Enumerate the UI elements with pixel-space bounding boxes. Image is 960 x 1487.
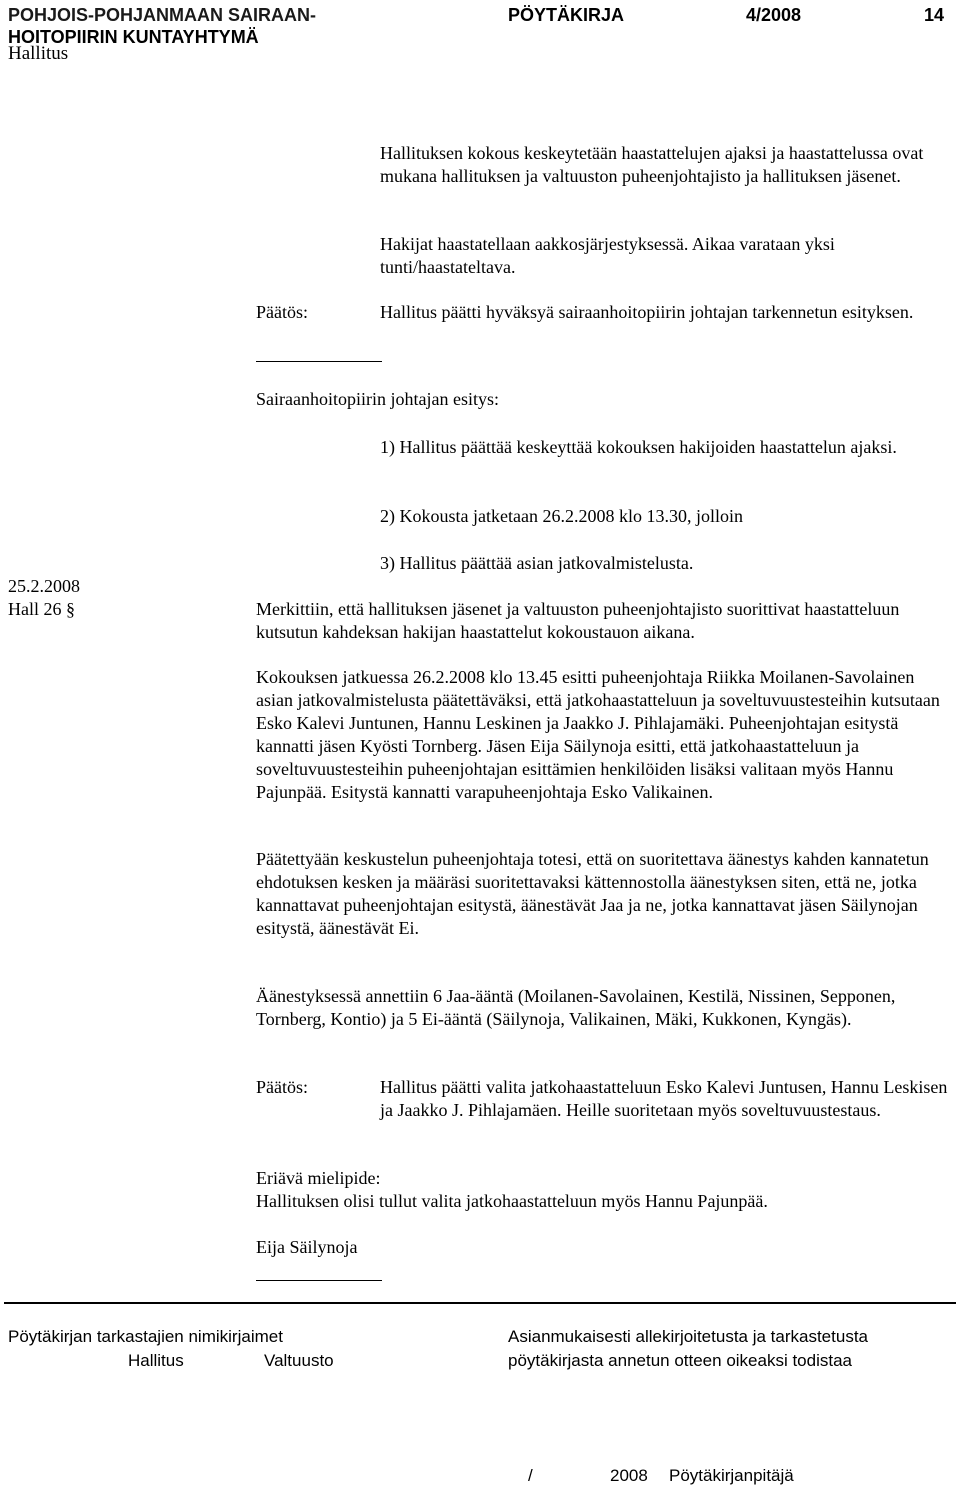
meeting-date: 25.2.2008 <box>8 576 80 596</box>
decision-label-2: Päätös: <box>256 1077 308 1097</box>
section-number: Hall 26 § <box>8 599 75 619</box>
body-paragraph-1: Merkittiin, että hallituksen jäsenet ja valtuuston puheenjohtajisto suorittivat haastatteluun kutsutun kahdeksan hakijan haastattelut kokoustauon aikana. <box>256 599 900 642</box>
footer-checkers-title: Pöytäkirjan tarkastajien nimikirjaimet <box>8 1327 283 1346</box>
footer-year: 2008 <box>610 1466 648 1485</box>
decision-text-2: Hallitus päätti valita jatkohaastatteluun Esko Kalevi Juntusen, Hannu Leskisen ja Jaakko J. Pihlajamäen. Heille suoritetaan myös soveltuvuustestaus. <box>380 1077 948 1120</box>
body-paragraph-3: Päätettyään keskustelun puheenjohtaja totesi, että on suoritettava äänestys kahden kannatetun ehdotuksen kesken ja määräsi suoritettavaksi kättennostolla äänestyksen siten, että ne, jotka kannattavat puheenjohtajan esitystä, äänestävät Jaa ja ne, jotka kannattavat jäsen Säilynojan esitystä, äänestävät Ei. <box>256 849 929 938</box>
body-name: Hallitus <box>8 43 69 64</box>
footer-slash: / <box>528 1466 533 1485</box>
footer-certification-line2: pöytäkirjasta annetun otteen oikeaksi todistaa <box>508 1351 853 1370</box>
proposal-item-1: 1) Hallitus päättää keskeyttää kokouksen hakijoiden haastattelun ajaksi. <box>380 437 897 457</box>
org-name-line1: POHJOIS-POHJANMAAN SAIRAAN- <box>8 5 317 25</box>
decision-label: Päätös: <box>256 302 308 322</box>
divider <box>256 361 382 362</box>
footer-col-hallitus: Hallitus <box>128 1351 184 1370</box>
page-number: 14 <box>924 5 945 25</box>
footer-secretary-label: Pöytäkirjanpitäjä <box>669 1466 794 1485</box>
dissent-text: Hallituksen olisi tullut valita jatkohaastatteluun myös Hannu Pajunpää. <box>256 1191 768 1211</box>
doc-type: PÖYTÄKIRJA <box>508 5 625 25</box>
footer-col-valtuusto: Valtuusto <box>264 1351 334 1370</box>
body-paragraph-4: Äänestyksessä annettiin 6 Jaa-ääntä (Moilanen-Savolainen, Kestilä, Nissinen, Sepponen, Tornberg, Kontio) ja 5 Ei-ääntä (Säilynoja, Valikainen, Mäki, Kukkonen, Kyngäs). <box>256 986 896 1029</box>
intro-paragraph-1: Hallituksen kokous keskeytetään haastattelujen ajaksi ja haastattelussa ovat mukana hallituksen ja valtuuston puheenjohtajisto ja hallituksen jäsenet. <box>380 143 924 186</box>
body-paragraph-2: Kokouksen jatkuessa 26.2.2008 klo 13.45 esitti puheenjohtaja Riikka Moilanen-Savolainen asian jatkovalmistelusta päätettäväksi, että jatkohaastatteluun ja soveltuvuustesteihin kutsutaan Esko Kalevi Juntunen, Hannu Leskinen ja Jaakko J. Pihlajamäki. Puheenjohtajan esitystä kannatti jäsen Kyösti Tornberg. Jäsen Eija Säilynoja esitti, että jatkohaastatteluun ja soveltuvuustesteihin puheenjohtajan esittämien henkilöiden lisäksi valitaan myös Hannu Pajunpää. Esitystä kannatti varapuheenjohtaja Esko Valikainen. <box>256 667 940 802</box>
dissent-label: Eriävä mielipide: <box>256 1168 381 1188</box>
footer-rule <box>4 1302 956 1304</box>
footer-certification-line1: Asianmukaisesti allekirjoitetusta ja tarkastetusta <box>508 1327 868 1346</box>
proposal-heading: Sairaanhoitopiirin johtajan esitys: <box>256 389 499 409</box>
dissent-signature: Eija Säilynoja <box>256 1237 358 1257</box>
doc-number: 4/2008 <box>746 5 802 25</box>
proposal-item-3: 3) Hallitus päättää asian jatkovalmistelusta. <box>380 553 694 573</box>
decision-text: Hallitus päätti hyväksyä sairaanhoitopiirin johtajan tarkennetun esityksen. <box>380 302 914 322</box>
intro-paragraph-2: Hakijat haastatellaan aakkosjärjestyksessä. Aikaa varataan yksi tunti/haastateltava. <box>380 234 835 277</box>
signature-line <box>256 1280 382 1281</box>
org-name-line2: HOITOPIIRIN KUNTAYHTYMÄ <box>8 27 259 47</box>
proposal-item-2: 2) Kokousta jatketaan 26.2.2008 klo 13.30, jolloin <box>380 506 743 526</box>
